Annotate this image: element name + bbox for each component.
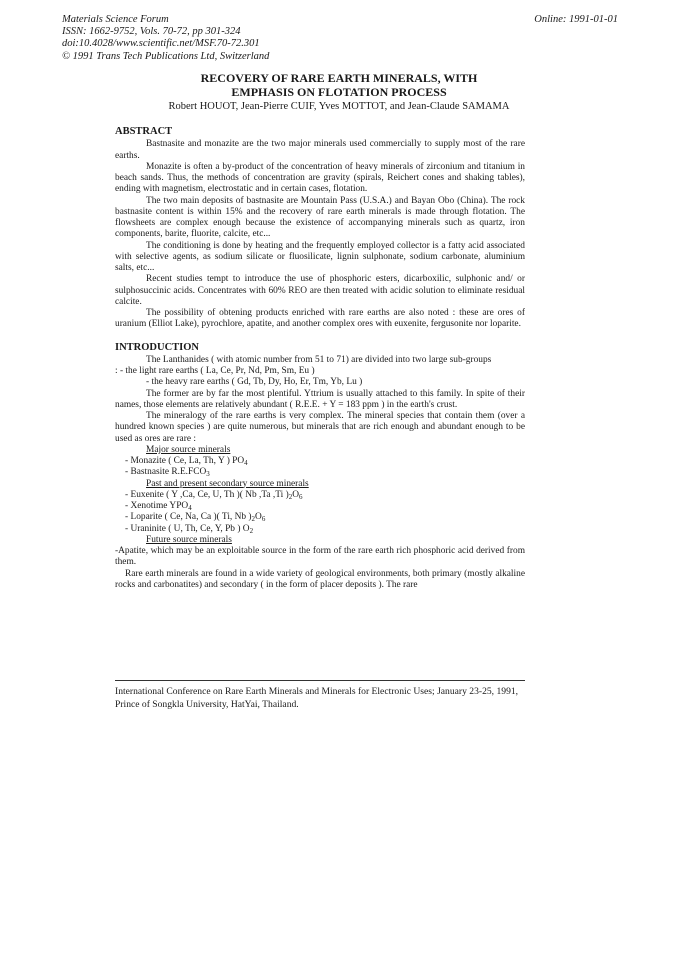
- journal-header: [62, 14, 269, 63]
- mineral-formula: O: [255, 512, 262, 523]
- mineral-list-item: [115, 524, 525, 535]
- mineral-list-item: [115, 501, 525, 512]
- abstract-paragraph: Monazite is often a by-product of the concentration of heavy minerals of zirconium and titanium in beach sands. Thus, the methods of concentration are gravity (spirals, Reichert cones and shaking tables), ending with magnetism, electrostatic and in certain cases, flotation.: [115, 161, 525, 195]
- abstract-paragraph: Recent studies tempt to introduce the use of phosphoric esters, dicarboxilic, sulphonic and/ or sulphosuccinic acids. Concentrates with 60% REO are then treated with acidic solution to eliminate residual calcite.: [115, 274, 525, 307]
- title-line-1: RECOVERY OF RARE EARTH MINERALS, WITH: [200, 71, 478, 85]
- heavy-rare-earths: - the heavy rare earths ( Gd, Tb, Dy, Ho, Er, Tm, Yb, Lu ): [146, 377, 363, 388]
- formula-subscript: 4: [188, 504, 192, 512]
- mineral-list-item: [115, 512, 525, 523]
- intro-paragraph: The Lanthanides ( with atomic number from 51 to 71) are divided into two large sub-groups: [146, 354, 492, 365]
- mineral-formula: - Uraninite ( U, Th, Ce, Y, Pb ) O: [125, 523, 250, 534]
- conference-footnote: International Conference on Rare Earth Minerals and Minerals for Electronic Uses; January 23-25, 1991, Prince of Songkla University, HatYai, Thailand.: [115, 686, 519, 710]
- formula-subscript: 2: [249, 526, 254, 535]
- mineral-list-item: [115, 467, 525, 478]
- abstract-paragraph: The two main deposits of bastnasite are Mountain Pass (U.S.A.) and Bayan Obo (China). The rock bastnasite content is within 15% and the recovery of rare earth minerals is made through flotation. The flowsheets are complex enough because the existence of accompanying minerals such as quartz, iron components, barite, fluorite, calcite, etc...: [115, 195, 525, 240]
- mineral-list-item: [115, 490, 525, 501]
- mineral-formula: O: [292, 489, 300, 500]
- mineral-formula: - Bastnasite R.E.FCO: [125, 467, 207, 478]
- future-source-heading: Future source minerals: [146, 534, 232, 545]
- journal-name: Materials Science Forum: [62, 14, 169, 25]
- major-source-heading: Major source minerals: [146, 444, 231, 455]
- paper-title: [0, 71, 678, 99]
- introduction-heading: INTRODUCTION: [115, 341, 200, 353]
- formula-subscript: 6: [299, 492, 303, 501]
- copyright-line: © 1991 Trans Tech Publications Ltd, Switzerland: [62, 50, 270, 62]
- intro-paragraph: The former are by far the most plentiful. Yttrium is usually attached to this family. In spite of their names, those elements are relatively abundant ( R.E.E. + Y = 183 ppm ) in the earth's crust.: [115, 388, 525, 410]
- formula-subscript: 2: [251, 515, 256, 524]
- future-source-text: -Apatite, which may be an exploitable source in the form of the rare earth rich phosphoric acid derived from them.: [115, 546, 525, 568]
- abstract-paragraph: The conditioning is done by heating and the frequently employed collector is a fatty acid associated with selective agents, as sodium silicate or fluosilicate, lignin sulphonate, sodium carbonate, aluminium salts, etc...: [115, 240, 525, 273]
- abstract-paragraph: The possibility of obtening products enriched with rare earths are also noted : these are ores of uranium (Elliot Lake), pyrochlore, apatite, and another complex ores with euxenite, fergusonite nor loparite.: [115, 308, 525, 330]
- intro-paragraph: The mineralogy of the rare earths is very complex. The mineral species that contain them (over a hundred known species ) are quite numerous, but minerals that are rich enough and abundant enough to be used as ores are rare :: [115, 411, 525, 444]
- formula-subscript: 3: [206, 470, 210, 479]
- intro-paragraph: Rare earth minerals are found in a wide variety of geological environments, both primary (mostly alkaline rocks and carbonatites) and secondary ( in the form of placer deposits ). The rare: [115, 568, 525, 590]
- paper-body: [115, 126, 525, 591]
- footnote-divider: [115, 680, 525, 681]
- mineral-formula: - Loparite ( Ce, Na, Ca )( Ti, Nb ): [125, 512, 252, 523]
- abstract-paragraph: Bastnasite and monazite are the two major minerals used commercially to supply most of the rare earths.: [115, 139, 525, 161]
- online-date: Online: 1991-01-01: [534, 14, 618, 25]
- mineral-formula: - Euxenite ( Y ,Ca, Ce, U, Th )( Nb ,Ta ,Ti ): [125, 489, 289, 500]
- light-rare-earths: : - the light rare earths ( La, Ce, Pr, Nd, Pm, Sm, Eu ): [115, 366, 315, 376]
- formula-subscript: 6: [261, 515, 266, 524]
- title-line-2: EMPHASIS ON FLOTATION PROCESS: [231, 85, 447, 99]
- mineral-formula: - Xenotime YPO: [125, 501, 189, 511]
- doi-line[interactable]: doi:10.4028/www.scientific.net/MSF.70-72.301: [62, 38, 260, 50]
- formula-subscript: 2: [288, 492, 293, 501]
- author-list: Robert HOUOT, Jean-Pierre CUIF, Yves MOTTOT, and Jean-Claude SAMAMA: [168, 101, 510, 112]
- abstract-heading: ABSTRACT: [115, 126, 173, 137]
- mineral-list-item: [115, 456, 525, 467]
- secondary-source-heading: Past and present secondary source minerals: [146, 478, 309, 489]
- formula-subscript: 4: [244, 459, 248, 467]
- issn-line: ISSN: 1662-9752, Vols. 70-72, pp 301-324: [62, 26, 241, 38]
- mineral-formula: - Monazite ( Ce, La, Th, Y ) PO: [125, 456, 245, 466]
